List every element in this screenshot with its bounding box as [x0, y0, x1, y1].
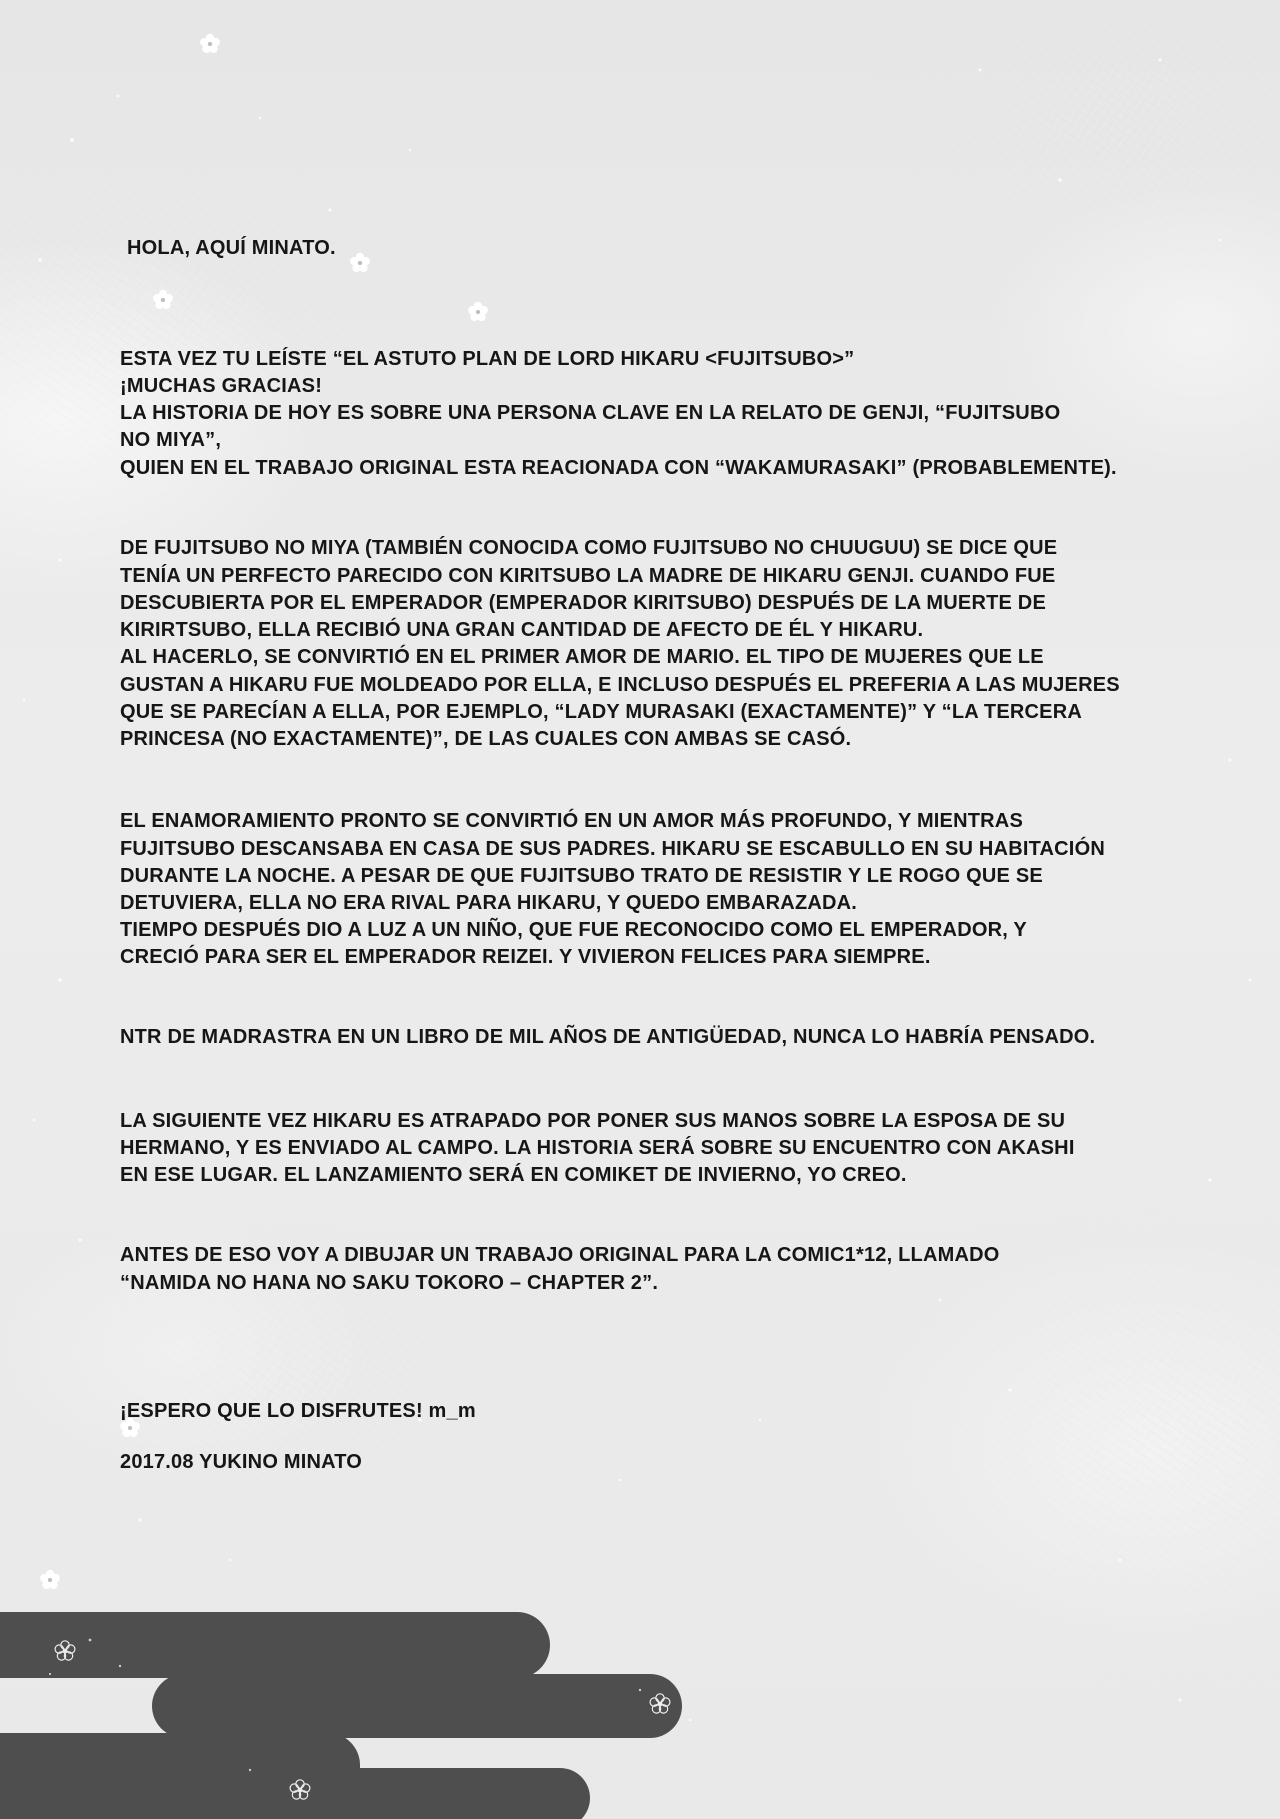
paragraph-line: DETUVIERA, ELLA NO ERA RIVAL PARA HIKARU, Y QUEDO EMBARAZADA.	[120, 892, 858, 914]
paragraph-line: AL HACERLO, SE CONVIRTIÓ EN EL PRIMER AMOR DE MARIO. EL TIPO DE MUJERES QUE LE	[120, 646, 1044, 668]
paragraph-line: DESCUBIERTA POR EL EMPERADOR (EMPERADOR KIRITSUBO) DESPUÉS DE LA MUERTE DE	[120, 592, 1046, 614]
paragraph-line: QUE SE PARECÍAN A ELLA, POR EJEMPLO, “LADY MURASAKI (EXACTAMENTE)” Y “LA TERCERA	[120, 701, 1082, 723]
paragraph-line: ESTA VEZ TU LEÍSTE “EL ASTUTO PLAN DE LORD HIKARU <FUJITSUBO>”	[120, 348, 855, 370]
greeting: HOLA, AQUÍ MINATO.	[127, 237, 336, 259]
paragraph-line: NTR DE MADRASTRA EN UN LIBRO DE MIL AÑOS DE ANTIGÜEDAD, NUNCA LO HABRÍA PENSADO.	[120, 1026, 1096, 1048]
closing-line: ¡ESPERO QUE LO DISFRUTES! m_m	[120, 1400, 476, 1422]
paragraph-line: KIRIRTSUBO, ELLA RECIBIÓ UNA GRAN CANTIDAD DE AFECTO DE ÉL Y HIKARU.	[120, 619, 924, 641]
paragraph-line: PRINCESA (NO EXACTAMENTE)”, DE LAS CUALES CON AMBAS SE CASÓ.	[120, 728, 852, 750]
paragraph-line: LA SIGUIENTE VEZ HIKARU ES ATRAPADO POR PONER SUS MANOS SOBRE LA ESPOSA DE SU	[120, 1110, 1066, 1132]
paragraph-line: EL ENAMORAMIENTO PRONTO SE CONVIRTIÓ EN UN AMOR MÁS PROFUNDO, Y MIENTRAS	[120, 810, 1023, 832]
paragraph-line: CRECIÓ PARA SER EL EMPERADOR REIZEI. Y VIVIERON FELICES PARA SIEMPRE.	[120, 946, 931, 968]
paragraph-line: FUJITSUBO DESCANSABA EN CASA DE SUS PADRES. HIKARU SE ESCABULLO EN SU HABITACIÓN	[120, 838, 1105, 860]
paragraph-line: TENÍA UN PERFECTO PARECIDO CON KIRITSUBO LA MADRE DE HIKARU GENJI. CUANDO FUE	[120, 565, 1056, 587]
paragraph-line: DURANTE LA NOCHE. A PESAR DE QUE FUJITSUBO TRATO DE RESISTIR Y LE ROGO QUE SE	[120, 865, 1043, 887]
paragraph-line: NO MIYA”,	[120, 429, 222, 451]
paragraph-line: GUSTAN A HIKARU FUE MOLDEADO POR ELLA, E INCLUSO DESPUÉS EL PREFERIA A LAS MUJERES	[120, 674, 1120, 696]
paragraph-line: LA HISTORIA DE HOY ES SOBRE UNA PERSONA CLAVE EN LA RELATO DE GENJI, “FUJITSUBO	[120, 402, 1061, 424]
paragraph-line: EN ESE LUGAR. EL LANZAMIENTO SERÁ EN COMIKET DE INVIERNO, YO CREO.	[120, 1164, 907, 1186]
paragraph-line: “NAMIDA NO HANA NO SAKU TOKORO – CHAPTER 2”.	[120, 1272, 659, 1294]
paragraph-line: ANTES DE ESO VOY A DIBUJAR UN TRABAJO ORIGINAL PARA LA COMIC1*12, LLAMADO	[120, 1244, 1000, 1266]
paragraph-line: QUIEN EN EL TRABAJO ORIGINAL ESTA REACIONADA CON “WAKAMURASAKI” (PROBABLEMENTE).	[120, 457, 1117, 479]
paragraph-line: ¡MUCHAS GRACIAS!	[120, 375, 323, 397]
signature: 2017.08 YUKINO MINATO	[120, 1451, 363, 1473]
paragraph-line: DE FUJITSUBO NO MIYA (TAMBIÉN CONOCIDA COMO FUJITSUBO NO CHUUGUU) SE DICE QUE	[120, 537, 1058, 559]
paragraph-line: HERMANO, Y ES ENVIADO AL CAMPO. LA HISTORIA SERÁ SOBRE SU ENCUENTRO CON AKASHI	[120, 1137, 1075, 1159]
paragraph-line: TIEMPO DESPUÉS DIO A LUZ A UN NIÑO, QUE FUE RECONOCIDO COMO EL EMPERADOR, Y	[120, 919, 1027, 941]
